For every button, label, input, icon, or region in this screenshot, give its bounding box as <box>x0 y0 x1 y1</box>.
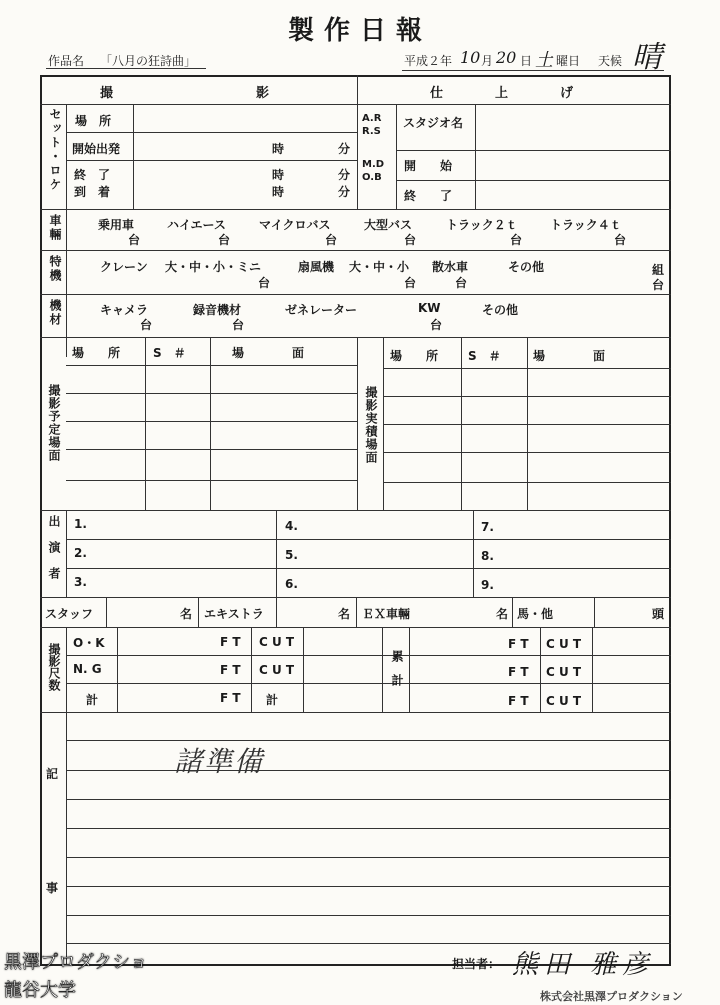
kw-label: KW <box>418 301 441 315</box>
vehicle-bus: 大型バス <box>364 218 413 232</box>
cast-6: 6. <box>285 577 298 591</box>
scene-place-header: 場 所 <box>72 346 121 360</box>
unit: 台 <box>430 318 443 332</box>
cast-4: 4. <box>285 519 298 533</box>
cast-2: 2. <box>74 546 87 560</box>
arrive-label: 到 着 <box>74 185 111 199</box>
vehicle-hiace: ハイエース <box>167 218 226 232</box>
unit: 台 <box>455 276 468 290</box>
cast-3: 3. <box>74 575 87 589</box>
cum-ft-2: F T <box>508 665 529 679</box>
unit: 台 <box>404 276 417 290</box>
vehicle-car: 乗用車 <box>98 218 135 232</box>
planned-scenes-side: 撮影予定場面 <box>47 384 61 462</box>
date-month: 10 <box>460 48 481 67</box>
company-name: 株式会社黒澤プロダクション <box>540 990 683 1003</box>
unit: 台 <box>128 233 141 247</box>
unit: 台 <box>258 276 271 290</box>
special-other: その他 <box>508 260 545 274</box>
notes-side-top: 記 <box>46 767 59 781</box>
ng-cut: C U T <box>259 663 295 677</box>
horse-label: 馬・他 <box>517 607 554 621</box>
cast-5: 5. <box>285 548 298 562</box>
notes-side-bottom: 事 <box>46 881 59 895</box>
footage-side: 撮影尺数 <box>47 643 61 691</box>
month-unit: 月 <box>481 54 494 68</box>
vehicle-microbus: マイクロバス <box>259 218 331 232</box>
unit: 台 <box>218 233 231 247</box>
cum-ft-1: F T <box>508 637 529 651</box>
md-ob-label: M.D O.B <box>362 159 385 183</box>
vehicles-side: 車輛 <box>48 214 62 242</box>
depart-label: 開始出発 <box>72 142 121 156</box>
unit: 台 <box>404 233 417 247</box>
actual-place-header: 場 所 <box>390 349 439 363</box>
generator-label: ゼネレーター <box>285 303 358 317</box>
cast-9: 9. <box>481 578 494 592</box>
unit: 台 <box>614 233 627 247</box>
scene-sno-header: S ＃ <box>153 346 186 360</box>
cum-cut-1: C U T <box>546 637 582 651</box>
unit: 台 <box>140 318 153 332</box>
work-name: 「八月の狂詩曲」 <box>100 54 197 68</box>
cast-side: 出演者 <box>47 515 61 593</box>
total-cut-label: 計 <box>266 693 279 707</box>
shooting-header: 撮 影 <box>100 86 270 101</box>
crane-label: クレーン <box>100 260 148 274</box>
equipment-other: その他 <box>482 303 519 317</box>
scene-header: 場 面 <box>232 346 305 360</box>
work-label: 作品名 <box>48 54 85 68</box>
signature: 熊田 雅彦 <box>512 950 655 980</box>
watermark-line-1: 黒澤プロダクショ <box>4 952 148 973</box>
studio-label: スタジオ名 <box>403 116 464 130</box>
weather-value: 晴 <box>632 40 662 75</box>
weather-label: 天候 <box>598 54 623 68</box>
vehicle-truck4t: トラック４ｔ <box>550 218 622 232</box>
cast-7: 7. <box>481 520 494 534</box>
crane-size: 大・中・小・ミニ <box>165 260 262 274</box>
ng-ft: F T <box>220 663 241 677</box>
actual-scene-header: 場 面 <box>533 349 606 363</box>
ng-label: N. G <box>73 662 102 676</box>
place-label: 場 所 <box>75 114 112 128</box>
set-unit: 組 <box>652 263 665 277</box>
cast-8: 8. <box>481 549 494 563</box>
arrive-minute: 分 <box>338 185 351 199</box>
start-label: 開 始 <box>404 159 453 173</box>
depart-hour: 時 <box>272 142 285 156</box>
set-loc-side: セット・ロケ <box>48 108 62 192</box>
cumulative-side: 累計 <box>390 650 404 698</box>
cast-1: 1. <box>74 517 87 531</box>
finish-label: 終 了 <box>404 189 453 203</box>
watermark-line-2: 龍谷大学 <box>4 980 76 1001</box>
end-minute: 分 <box>338 168 351 182</box>
audio-label: 録音機材 <box>193 303 242 317</box>
head-unit: 頭 <box>652 607 665 621</box>
fan-size: 大・中・小 <box>349 260 410 274</box>
day-unit: 日 <box>520 54 533 68</box>
ok-label: O・K <box>73 636 105 650</box>
date-day: 20 <box>496 48 517 67</box>
depart-minute: 分 <box>338 142 351 156</box>
unit: 台 <box>510 233 523 247</box>
staff-unit: 名 <box>180 607 193 621</box>
total-ft: F T <box>220 691 241 705</box>
unit: 台 <box>232 318 245 332</box>
special-side: 特機 <box>48 255 62 283</box>
camera-label: キャメラ <box>100 303 149 317</box>
total-label: 計 <box>86 693 99 707</box>
extra-label: エキストラ <box>204 607 264 621</box>
finishing-header: 仕 上 げ <box>430 86 574 101</box>
end-hour: 時 <box>272 168 285 182</box>
cum-cut-3: C U T <box>546 694 582 708</box>
water-truck-label: 散水車 <box>432 260 469 274</box>
weekday: 土 <box>535 50 553 71</box>
ok-cut: C U T <box>259 635 295 649</box>
in-charge-label: 担当者： <box>452 957 501 971</box>
ex-car-label: ＥＸ車輛 <box>362 607 411 621</box>
cum-cut-2: C U T <box>546 665 582 679</box>
equipment-side: 機材 <box>48 299 62 327</box>
actual-sno-header: S ＃ <box>468 349 501 363</box>
actual-scenes-side: 撮影実積場面 <box>364 386 378 464</box>
unit: 台 <box>652 278 665 292</box>
ok-ft: F T <box>220 635 241 649</box>
ex-car-unit: 名 <box>496 607 509 621</box>
page-title: 製作日報 <box>287 16 432 46</box>
date-era: 平成２年 <box>404 54 453 68</box>
staff-label: スタッフ <box>45 607 94 621</box>
handwritten-note: 諸準備 <box>174 745 265 778</box>
vehicle-truck2t: トラック２ｔ <box>446 218 518 232</box>
fan-label: 扇風機 <box>298 260 335 274</box>
weekday-unit: 曜日 <box>556 54 581 68</box>
ar-rs-label: A.R R.S <box>362 113 382 137</box>
end-label: 終 了 <box>74 168 111 182</box>
arrive-hour: 時 <box>272 185 285 199</box>
cum-ft-3: F T <box>508 694 529 708</box>
unit: 台 <box>325 233 338 247</box>
extra-unit: 名 <box>338 607 351 621</box>
